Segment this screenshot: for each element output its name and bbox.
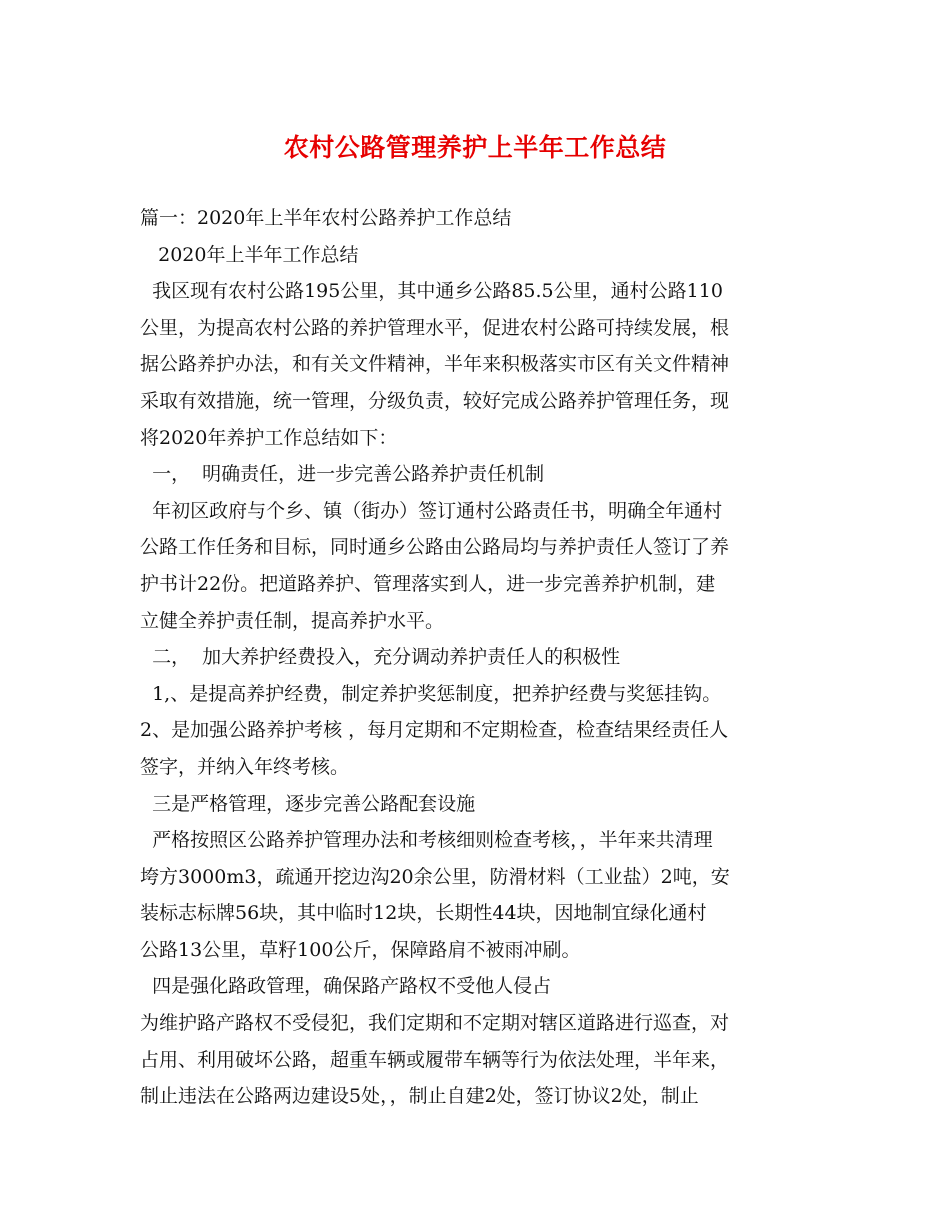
body-line: 我区现有农村公路195公里，其中通乡公路85.5公里，通村公路110 <box>140 280 723 303</box>
body-line: 2020年上半年工作总结 <box>140 243 359 266</box>
body-line: 垮方3000m3，疏通开挖边沟20余公里，防滑材料（工业盐）2吨，安 <box>140 865 730 888</box>
body-line: 采取有效措施，统一管理，分级负责，较好完成公路养护管理任务，现 <box>140 389 730 412</box>
body-line: 据公路养护办法，和有关文件精神，半年来积极落实市区有关文件精神 <box>140 353 730 376</box>
body-line: 立健全养护责任制，提高养护水平。 <box>140 609 445 632</box>
document-title: 农村公路管理养护上半年工作总结 <box>283 133 667 162</box>
body-line: 将2020年养护工作总结如下： <box>140 426 398 449</box>
body-line: 装标志标牌56块，其中临时12块，长期性44块，因地制宜绿化通村 <box>140 902 707 925</box>
body-line: 护书计22份。把道路养护、管理落实到人，进一步完善养护机制，建 <box>140 572 716 595</box>
body-line: 二， 加大养护经费投入，充分调动养护责任人的积极性 <box>140 646 621 669</box>
body-line: 签字，并纳入年终考核。 <box>140 755 350 778</box>
body-line: 公里，为提高农村公路的养护管理水平，促进农村公路可持续发展，根 <box>140 316 730 339</box>
body-line: 2、是加强公路养护考核 ，每月定期和不定期检查，检查结果经责任人 <box>140 719 729 742</box>
body-line: 公路工作任务和目标，同时通乡公路由公路局均与养护责任人签订了养 <box>140 536 730 559</box>
body-line: 为维护路产路权不受侵犯，我们定期和不定期对辖区道路进行巡查，对 <box>140 1012 730 1035</box>
body-line: 一， 明确责任，进一步完善公路养护责任机制 <box>140 463 545 486</box>
body-line: 占用、利用破坏公路，超重车辆或履带车辆等行为依法处理，半年来， <box>140 1048 730 1071</box>
body-line: 严格按照区公路养护管理办法和考核细则检查考核，，半年来共清理 <box>140 829 713 852</box>
body-line: 四是强化路政管理，确保路产路权不受他人侵占 <box>140 975 552 998</box>
body-line: 公路13公里，草籽100公斤，保障路肩不被雨冲刷。 <box>140 938 581 961</box>
body-line: 三是严格管理，逐步完善公路配套设施 <box>140 792 476 815</box>
document-body <box>140 200 830 1115</box>
body-line: 篇一：2020年上半年农村公路养护工作总结 <box>140 207 512 229</box>
body-line: 制止违法在公路两边建设5处，，制止自建2处，签订协议2处，制止 <box>140 1085 699 1108</box>
body-line: 1,、是提高养护经费，制定养护奖惩制度，把养护经费与奖惩挂钩。 <box>140 682 722 705</box>
body-line: 年初区政府与个乡、镇（街办）签订通村公路责任书，明确全年通村 <box>140 499 723 522</box>
